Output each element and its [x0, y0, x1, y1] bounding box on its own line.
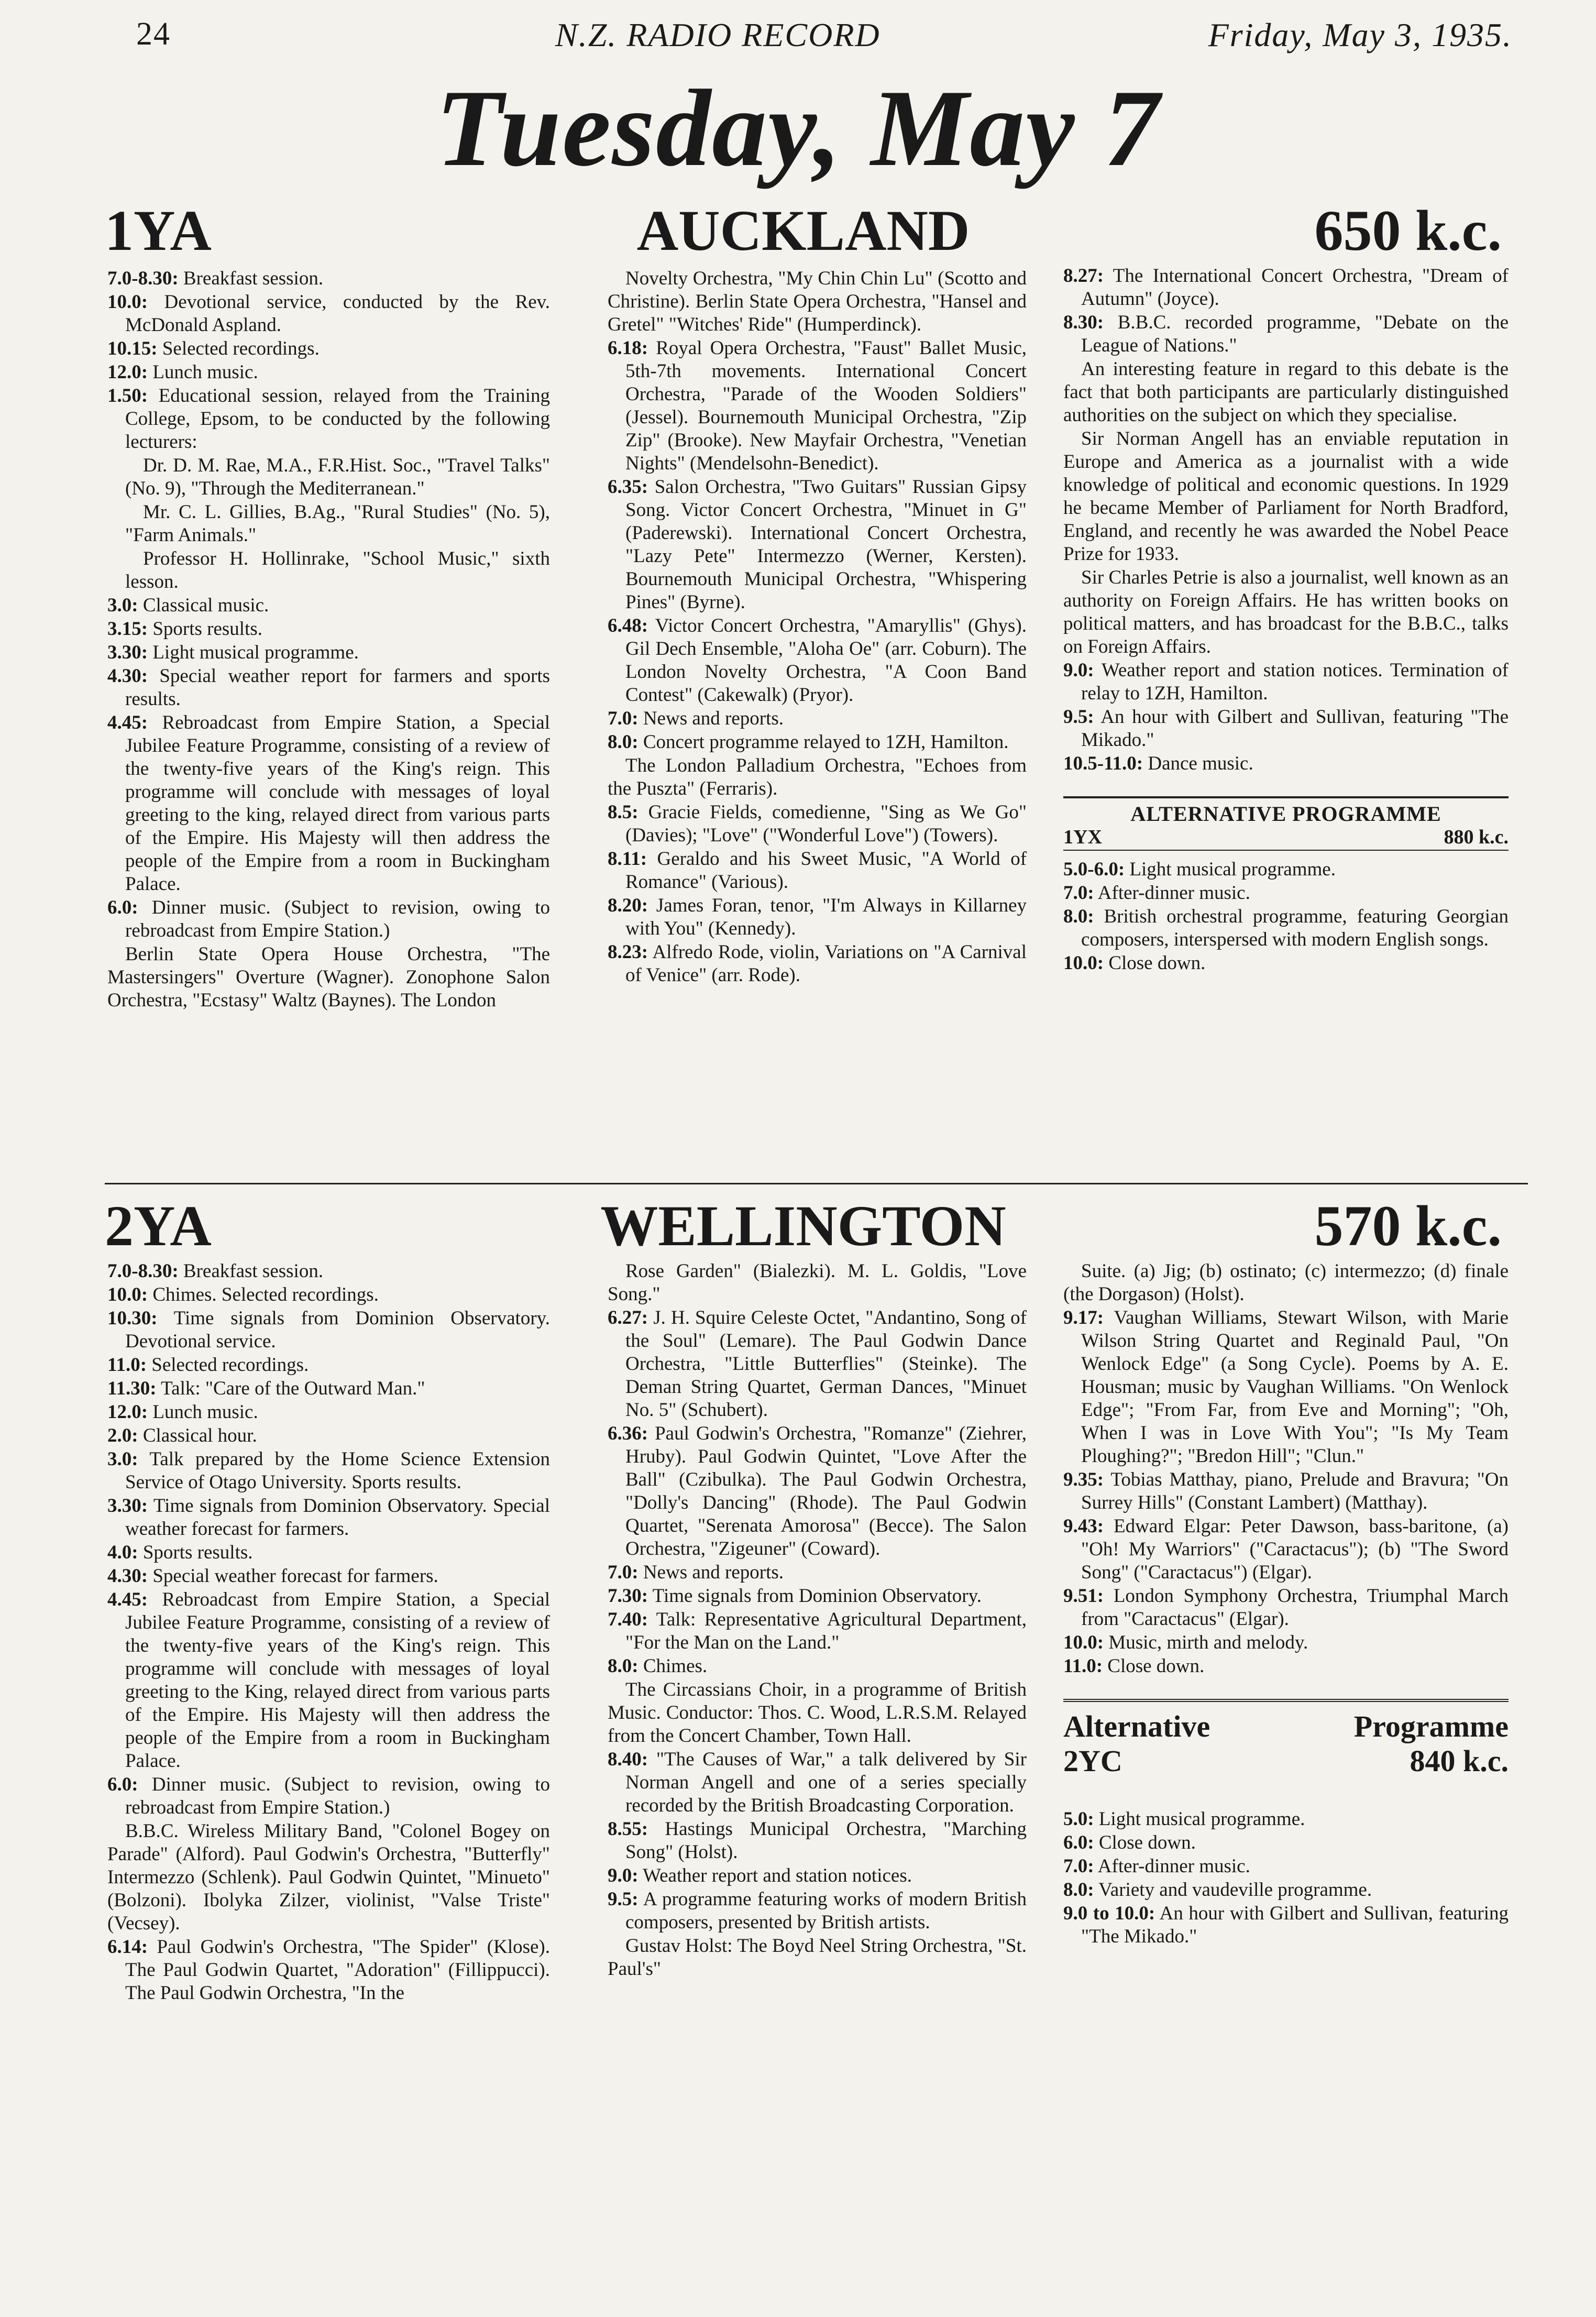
programme-entry [1063, 1808, 1509, 1831]
entry-time: 6.0: [107, 1774, 138, 1795]
auckland-column-1 [107, 267, 550, 1013]
entry-time: 4.45: [107, 712, 148, 733]
entry-text: Weather report and station notices. [643, 1865, 912, 1886]
entry-time: 8.11: [608, 848, 647, 870]
programme-entry [1063, 1515, 1509, 1584]
entry-text: Paul Godwin's Orchestra, "The Spider" (Klose). The Paul Godwin Quartet, "Adoration" (Fillippucci). The Paul Godwin Orchestra, "In the [125, 1936, 550, 2004]
entry-time: 8.0: [1063, 906, 1094, 927]
station-frequency: 650 k.c. [1314, 199, 1502, 262]
entry-text: Breakfast session. [183, 268, 324, 289]
programme-entry [107, 665, 550, 711]
entry-text: Dance music. [1148, 753, 1253, 774]
programme-entry [107, 1588, 550, 1773]
entry-time: 8.23: [608, 941, 648, 963]
programme-entry [1063, 1631, 1509, 1654]
programme-entry [107, 1377, 550, 1400]
entry-text: Victor Concert Orchestra, "Amaryllis" (Ghys). Gil Dech Ensemble, "Aloha Oe" (arr. Coburn). The London Novelty Orchestra, "A Coon Band Contest" (Cakewalk) (Pryor). [625, 615, 1027, 706]
programme-entry [107, 1541, 550, 1564]
entry-time: 1.50: [107, 385, 148, 407]
entry-time: 12.0: [107, 361, 148, 383]
entry-text: Selected recordings. [151, 1354, 309, 1376]
entry-text: Classical music. [142, 595, 269, 616]
auckland-column-3-list [1063, 265, 1509, 775]
entry-text: James Foran, tenor, "I'm Always in Killarney with You" (Kennedy). [625, 895, 1027, 939]
entry-text: Light musical programme. [152, 642, 359, 663]
alt-frequency: 880 k.c. [1444, 826, 1509, 848]
entry-time: 9.0: [1063, 660, 1094, 681]
programme-entry [608, 1864, 1027, 1887]
entry-text: Time signals from Dominion Observatory. Special weather forecast for farmers. [125, 1495, 550, 1540]
entry-time: 7.30: [608, 1585, 648, 1607]
programme-entry [608, 941, 1027, 987]
entry-time: 6.35: [608, 476, 648, 498]
programme-entry [608, 476, 1027, 614]
entry-text: The International Concert Orchestra, "Dream of Autumn" (Joyce). [1081, 265, 1509, 310]
entry-text: Talk prepared by the Home Science Extension Service of Otago University. Sports results. [125, 1448, 550, 1493]
entry-text: Sports results. [142, 1542, 253, 1563]
programme-entry [608, 1608, 1027, 1654]
programme-paragraph: Suite. (a) Jig; (b) ostinato; (c) intermezzo; (d) finale (the Dorgason) (Holst). [1063, 1260, 1509, 1305]
entry-text: London Symphony Orchestra, Triumphal March from "Caractacus" (Elgar). [1081, 1585, 1509, 1630]
programme-entry [107, 385, 550, 454]
station-frequency: 570 k.c. [1314, 1194, 1502, 1258]
programme-entry [608, 1818, 1027, 1864]
alt-frequency: 840 k.c. [1410, 1744, 1509, 1778]
lecturer-entry: Professor H. Hollinrake, "School Music," sixth lesson. [125, 548, 550, 592]
entry-time: 7.0: [1063, 882, 1094, 904]
entry-text: Sports results. [152, 618, 263, 640]
entry-text: Salon Orchestra, "Two Guitars" Russian Gipsy Song. Victor Concert Orchestra, "Minuet in G" (Paderewski). International Concert Orchestra, "Lazy Pete" Intermezzo (Werner, Kersten). Bournemouth Municipal Orchestra, "Whispering Pines" (Byrne). [625, 476, 1027, 613]
day-title: Tuesday, May 7 [435, 68, 1161, 189]
programme-entry [107, 291, 550, 337]
entry-time: 9.0: [608, 1865, 639, 1886]
entry-time: 2.0: [107, 1425, 138, 1446]
entry-text: Close down. [1107, 1655, 1205, 1677]
programme-entry [608, 1585, 1027, 1608]
station-header-wellington [105, 1194, 1502, 1260]
programme-entry [1063, 1306, 1509, 1468]
auckland-column-2 [608, 267, 1027, 987]
entry-time: 5.0: [1063, 1808, 1094, 1830]
entry-text: Royal Opera Orchestra, "Faust" Ballet Music, 5th-7th movements. International Concert Orchestra, "Parade of the Wooden Soldiers" (Jessel). Bournemouth Municipal Orchestra, "Zip Zip" (Brooke). New Mayfair Orchestra, "Venetian Nights" (Mendelsohn-Benedict). [625, 337, 1027, 474]
section-divider [105, 1183, 1528, 1184]
station-header-auckland [105, 199, 1502, 265]
entry-time: 8.0: [1063, 1879, 1094, 1901]
alt-items [1063, 858, 1509, 975]
programme-entry [608, 707, 1027, 730]
entry-time: 8.27: [1063, 265, 1104, 287]
programme-entry [608, 1422, 1027, 1561]
alt-items [1063, 1808, 1509, 1948]
issue-date: Friday, May 3, 1935. [1208, 16, 1512, 53]
programme-entry [608, 614, 1027, 707]
programme-entry [1063, 659, 1509, 705]
programme-entry [1063, 265, 1509, 311]
programme-entry [107, 711, 550, 896]
entry-time: 10.0: [107, 1284, 148, 1305]
entry-text: After-dinner music. [1097, 1855, 1250, 1877]
entry-time: 9.5: [608, 1888, 639, 1910]
entry-text: Tobias Matthay, piano, Prelude and Bravura; "On Surrey Hills" (Constant Lambert) (Matthay). [1081, 1469, 1509, 1513]
entry-time: 9.0 to 10.0: [1063, 1903, 1155, 1924]
lecturer-entry: Mr. C. L. Gillies, B.Ag., "Rural Studies" (No. 5), "Farm Animals." [125, 501, 550, 546]
entry-time: 4.30: [107, 1565, 148, 1587]
entry-text: Devotional service, conducted by the Rev. McDonald Aspland. [125, 291, 550, 336]
entry-text: J. H. Squire Celeste Octet, "Andantino, Song of the Soul" (Lemare). The Paul Godwin Dance Orchestra, "Little Butterflies" (Steinke). The Deman String Quartet, German Dances, "Minuet No. 5" (Schubert). [625, 1307, 1027, 1421]
entry-text: An hour with Gilbert and Sullivan, featuring "The Mikado." [1081, 1903, 1509, 1947]
programme-entry [107, 1307, 550, 1353]
programme-entry [107, 896, 550, 942]
entry-text: Close down. [1108, 952, 1206, 974]
entry-text: "The Causes of War," a talk delivered by Sir Norman Angell and one of a series specially recorded by the British Broadcasting Corporation. [625, 1749, 1027, 1816]
alt-heading: ALTERNATIVE PROGRAMME [1063, 796, 1509, 826]
entry-time: 3.0: [107, 595, 138, 616]
entry-text: Special weather forecast for farmers. [152, 1565, 438, 1587]
programme-entry [107, 337, 550, 360]
entry-text: Light musical programme. [1129, 859, 1336, 880]
programme-entry [608, 1748, 1027, 1817]
page-number: 24 [136, 16, 171, 52]
alt-subhead [1063, 826, 1509, 851]
alt-station-code: 2YC [1063, 1744, 1122, 1778]
programme-entry [1063, 882, 1509, 905]
entry-text: Selected recordings. [162, 338, 320, 359]
entry-text: Educational session, relayed from the Training College, Epsom, to be conducted by the following lecturers: [125, 385, 550, 453]
entry-time: 7.0-8.30: [107, 268, 179, 289]
entry-text: Talk: Representative Agricultural Department, "For the Man on the Land." [625, 1609, 1027, 1653]
programme-paragraph: The London Palladium Orchestra, "Echoes from the Puszta" (Ferraris). [608, 755, 1027, 799]
entry-time: 8.40: [608, 1749, 648, 1770]
entry-text: Breakfast session. [183, 1260, 324, 1282]
programme-paragraph: Sir Charles Petrie is also a journalist, well known as an authority on Foreign Affairs. He has written books on political matters, and has broadcast for the B.B.C., talks on Foreign Affairs. [1063, 567, 1509, 657]
entry-text: Vaughan Williams, Stewart Wilson, with Marie Wilson String Quartet and Reginald Paul, "On Wenlock Edge" (a Song Cycle). Poems by A. E. Housman; music by Vaughan Williams. "On Wenlock Edge"; "From Far, from Eve and Morning"; "Oh, When I was in Love With You"; "Is My Team Ploughing?"; "Bredon Hill"; "Clun." [1081, 1307, 1509, 1467]
entry-text: Talk: "Care of the Outward Man." [161, 1378, 425, 1399]
programme-entry [107, 361, 550, 384]
programme-entry [1063, 752, 1509, 775]
entry-text: Lunch music. [152, 361, 258, 383]
entry-time: 10.0: [107, 291, 148, 313]
entry-time: 8.5: [608, 801, 639, 823]
programme-entry [1063, 1831, 1509, 1854]
entry-text: Rebroadcast from Empire Station, a Special Jubilee Feature Programme, consisting of a review of the twenty-five years of the King's reign. This programme will conclude with messages of loyal greeting to the King, relayed direct from various parts of the Empire. His Majesty will then address the people of the Empire from a room in Buckingham Palace. [125, 1589, 550, 1772]
alt-word-alternative: Alternative [1063, 1709, 1210, 1743]
entry-text: British orchestral programme, featuring Georgian composers, interspersed with modern English songs. [1081, 906, 1509, 950]
entry-text: Concert programme relayed to 1ZH, Hamilton. [643, 731, 1009, 753]
programme-paragraph: Novelty Orchestra, "My Chin Chin Lu" (Scotto and Christine). Berlin State Opera Orchestra, "Hansel and Gretel" "Witches' Ride" (Humperdinck). [608, 268, 1027, 335]
station-code: 1YA [105, 199, 212, 262]
entry-text: Alfredo Rode, violin, Variations on "A Carnival of Venice" (arr. Rode). [625, 941, 1027, 986]
entry-time: 11.0: [107, 1354, 147, 1376]
entry-time: 6.14: [107, 1936, 148, 1958]
alt-station-code: 1YX [1063, 826, 1102, 848]
auckland-column-3 [1063, 265, 1509, 975]
programme-entry [107, 594, 550, 617]
programme-paragraph: Gustav Holst: The Boyd Neel String Orchestra, "St. Paul's" [608, 1935, 1027, 1980]
entry-time: 8.0: [608, 731, 639, 753]
entry-text: Gracie Fields, comedienne, "Sing as We Go" (Davies); "Love" ("Wonderful Love") (Towers). [625, 801, 1027, 846]
masthead-title: N.Z. RADIO RECORD [555, 16, 880, 53]
programme-entry [107, 1401, 550, 1424]
wellington-column-3 [1063, 1260, 1509, 1949]
entry-time: 11.0: [1063, 1655, 1103, 1677]
entry-text: B.B.C. recorded programme, "Debate on the League of Nations." [1081, 312, 1509, 356]
programme-entry [1063, 1855, 1509, 1878]
entry-time: 3.30: [107, 1495, 148, 1517]
entry-text: Chimes. [643, 1655, 708, 1677]
entry-text: Geraldo and his Sweet Music, "A World of Romance" (Various). [625, 848, 1027, 893]
station-city: WELLINGTON [600, 1194, 1006, 1258]
programme-entry [1063, 1902, 1509, 1948]
programme-entry [608, 801, 1027, 847]
programme-paragraph: Sir Norman Angell has an enviable reputation in Europe and America as a journalist with a wide knowledge of political and economic questions. In 1929 he became Member of Parliament for North Bradford, England, and recently he was awarded the Nobel Peace Prize for 1933. [1063, 428, 1509, 565]
entry-text: Lunch music. [152, 1401, 258, 1423]
entry-text: Dinner music. (Subject to revision, owing to rebroadcast from Empire Station.) [125, 1774, 550, 1818]
entry-text: Special weather report for farmers and sports results. [125, 665, 550, 710]
entry-time: 10.5-11.0: [1063, 753, 1143, 774]
programme-paragraph: Berlin State Opera House Orchestra, "The Mastersingers" Overture (Wagner). Zonophone Salon Orchestra, "Ecstasy" Waltz (Baynes). The London [107, 943, 550, 1011]
entry-time: 4.0: [107, 1542, 138, 1563]
entry-time: 6.27: [608, 1307, 648, 1328]
programme-paragraph: Rose Garden" (Bialezki). M. L. Goldis, "Love Song." [608, 1260, 1027, 1305]
entry-text: Weather report and station notices. Termination of relay to 1ZH, Hamilton. [1081, 660, 1509, 704]
entry-time: 3.30: [107, 642, 148, 663]
programme-entry [1063, 1468, 1509, 1514]
programme-entry [107, 1260, 550, 1283]
entry-text: Rebroadcast from Empire Station, a Special Jubilee Feature Programme, consisting of a review of the twenty-five years of the King's reign. This programme will conclude with messages of loyal greeting to the king, relayed direct from various parts of the Empire. His Majesty will then address the people of the Empire from a room in Buckingham Palace. [125, 712, 550, 895]
station-code: 2YA [105, 1194, 212, 1258]
entry-text: Edward Elgar: Peter Dawson, bass-baritone, (a) "Oh! My Warriors" ("Caractacus"); (b) "The Sword Song" ("Caractacus") (Elgar). [1081, 1516, 1509, 1583]
entry-text: Chimes. Selected recordings. [152, 1284, 379, 1305]
entry-text: Close down. [1098, 1832, 1196, 1853]
programme-entry [107, 1424, 550, 1447]
entry-time: 9.17: [1063, 1307, 1104, 1328]
entry-time: 7.0: [1063, 1855, 1094, 1877]
entry-text: After-dinner music. [1097, 882, 1250, 904]
entry-time: 6.0: [1063, 1832, 1094, 1853]
station-city: AUCKLAND [636, 199, 970, 262]
entry-time: 4.30: [107, 665, 148, 687]
entry-time: 9.43: [1063, 1516, 1104, 1537]
entry-time: 4.45: [107, 1589, 148, 1610]
entry-time: 9.5: [1063, 706, 1094, 728]
programme-entry [1063, 706, 1509, 752]
programme-entry [608, 894, 1027, 940]
wellington-column-2 [608, 1260, 1027, 1981]
entry-text: News and reports. [643, 708, 784, 729]
programme-entry [608, 337, 1027, 475]
programme-entry [107, 1283, 550, 1306]
programme-entry [1063, 311, 1509, 357]
programme-entry [107, 1565, 550, 1588]
programme-entry [608, 1306, 1027, 1422]
entry-time: 12.0: [107, 1401, 148, 1423]
alternative-programme-2yc [1063, 1699, 1509, 1789]
programme-entry [107, 641, 550, 664]
entry-text: Time signals from Dominion Observatory. [652, 1585, 982, 1607]
wellington-column-1 [107, 1260, 550, 2005]
programme-entry [1063, 905, 1509, 951]
entry-text: Time signals from Dominion Observatory. Devotional service. [125, 1308, 550, 1352]
alt-word-programme: Programme [1353, 1709, 1509, 1743]
programme-entry [608, 731, 1027, 754]
entry-time: 6.36: [608, 1423, 648, 1444]
entry-text: Classical hour. [142, 1425, 257, 1446]
entry-time: 11.30: [107, 1378, 157, 1399]
entry-text: Variety and vaudeville programme. [1098, 1879, 1372, 1901]
programme-entry [608, 848, 1027, 894]
programme-entry [1063, 1655, 1509, 1678]
entry-text: Music, mirth and melody. [1108, 1632, 1308, 1653]
programme-entry [1063, 1585, 1509, 1631]
programme-paragraph: An interesting feature in regard to this debate is the fact that both participants are particularly distinguished authorities on the subject on which they specialise. [1063, 358, 1509, 426]
entry-time: 8.20: [608, 895, 648, 916]
entry-time: 8.0: [608, 1655, 639, 1677]
entry-time: 3.0: [107, 1448, 138, 1470]
entry-time: 3.15: [107, 618, 148, 640]
entry-text: Dinner music. (Subject to revision, owing to rebroadcast from Empire Station.) [125, 897, 550, 941]
programme-entry [107, 1448, 550, 1494]
entry-text: Hastings Municipal Orchestra, "Marching Song" (Holst). [625, 1818, 1027, 1863]
programme-entry [1063, 952, 1509, 975]
entry-text: Paul Godwin's Orchestra, "Romanze" (Ziehrer, Hruby). Paul Godwin Quintet, "Love After the Ball" (Czibulka). The Paul Godwin Orchestra, "Dolly's Dancing" (Rhode). The Paul Godwin Quartet, "Serenata Amorosa" (Becce). The Salon Orchestra, "Zigeuner" (Coward). [625, 1423, 1027, 1560]
entry-time: 6.0: [107, 897, 138, 918]
lecturer-entry: Dr. D. M. Rae, M.A., F.R.Hist. Soc., "Travel Talks" (No. 9), "Through the Mediterranean." [125, 455, 550, 499]
entry-time: 10.0: [1063, 1632, 1104, 1653]
programme-entry [1063, 858, 1509, 881]
programme-entry [107, 1354, 550, 1377]
entry-time: 8.55: [608, 1818, 648, 1840]
wellington-column-3-list [1063, 1260, 1509, 1678]
entry-time: 7.40: [608, 1609, 648, 1630]
programme-entry [608, 1655, 1027, 1678]
entry-text: A programme featuring works of modern British composers, presented by British artists. [625, 1888, 1027, 1933]
entry-time: 9.35: [1063, 1469, 1104, 1490]
entry-text: An hour with Gilbert and Sullivan, featuring "The Mikado." [1081, 706, 1509, 751]
entry-time: 10.30: [107, 1308, 158, 1329]
entry-time: 5.0-6.0: [1063, 859, 1125, 880]
entry-text: News and reports. [643, 1562, 784, 1583]
programme-entry [107, 1495, 550, 1541]
programme-paragraph: B.B.C. Wireless Military Band, "Colonel Bogey on Parade" (Alford). Paul Godwin's Orchestra, "Butterfly" Intermezzo (Schlenk). Paul Godwin Quintet, "Minueto" (Bolzoni). Ibolyka Zilzer, violinist, "Valse Triste" (Vecsey). [107, 1820, 550, 1934]
programme-entry [608, 1561, 1027, 1584]
entry-time: 10.0: [1063, 952, 1104, 974]
entry-time: 7.0: [608, 708, 639, 729]
programme-paragraph: The Circassians Choir, in a programme of British Music. Conductor: Thos. C. Wood, L.R.S.M. Relayed from the Concert Chamber, Town Hall. [608, 1679, 1027, 1747]
entry-time: 7.0: [608, 1562, 639, 1583]
programme-entry [107, 618, 550, 641]
alternative-programme-1yx [1063, 796, 1509, 975]
programme-entry [107, 1773, 550, 1819]
entry-time: 6.18: [608, 337, 648, 359]
entry-time: 6.48: [608, 615, 648, 636]
programme-entry [608, 1888, 1027, 1934]
running-head [136, 16, 1512, 63]
entry-text: Light musical programme. [1098, 1808, 1305, 1830]
entry-time: 10.15: [107, 338, 158, 359]
programme-entry [107, 1936, 550, 2005]
programme-entry [1063, 1879, 1509, 1902]
entry-time: 7.0-8.30: [107, 1260, 179, 1282]
entry-time: 8.30: [1063, 312, 1104, 333]
entry-time: 9.51: [1063, 1585, 1104, 1607]
programme-entry [107, 267, 550, 290]
